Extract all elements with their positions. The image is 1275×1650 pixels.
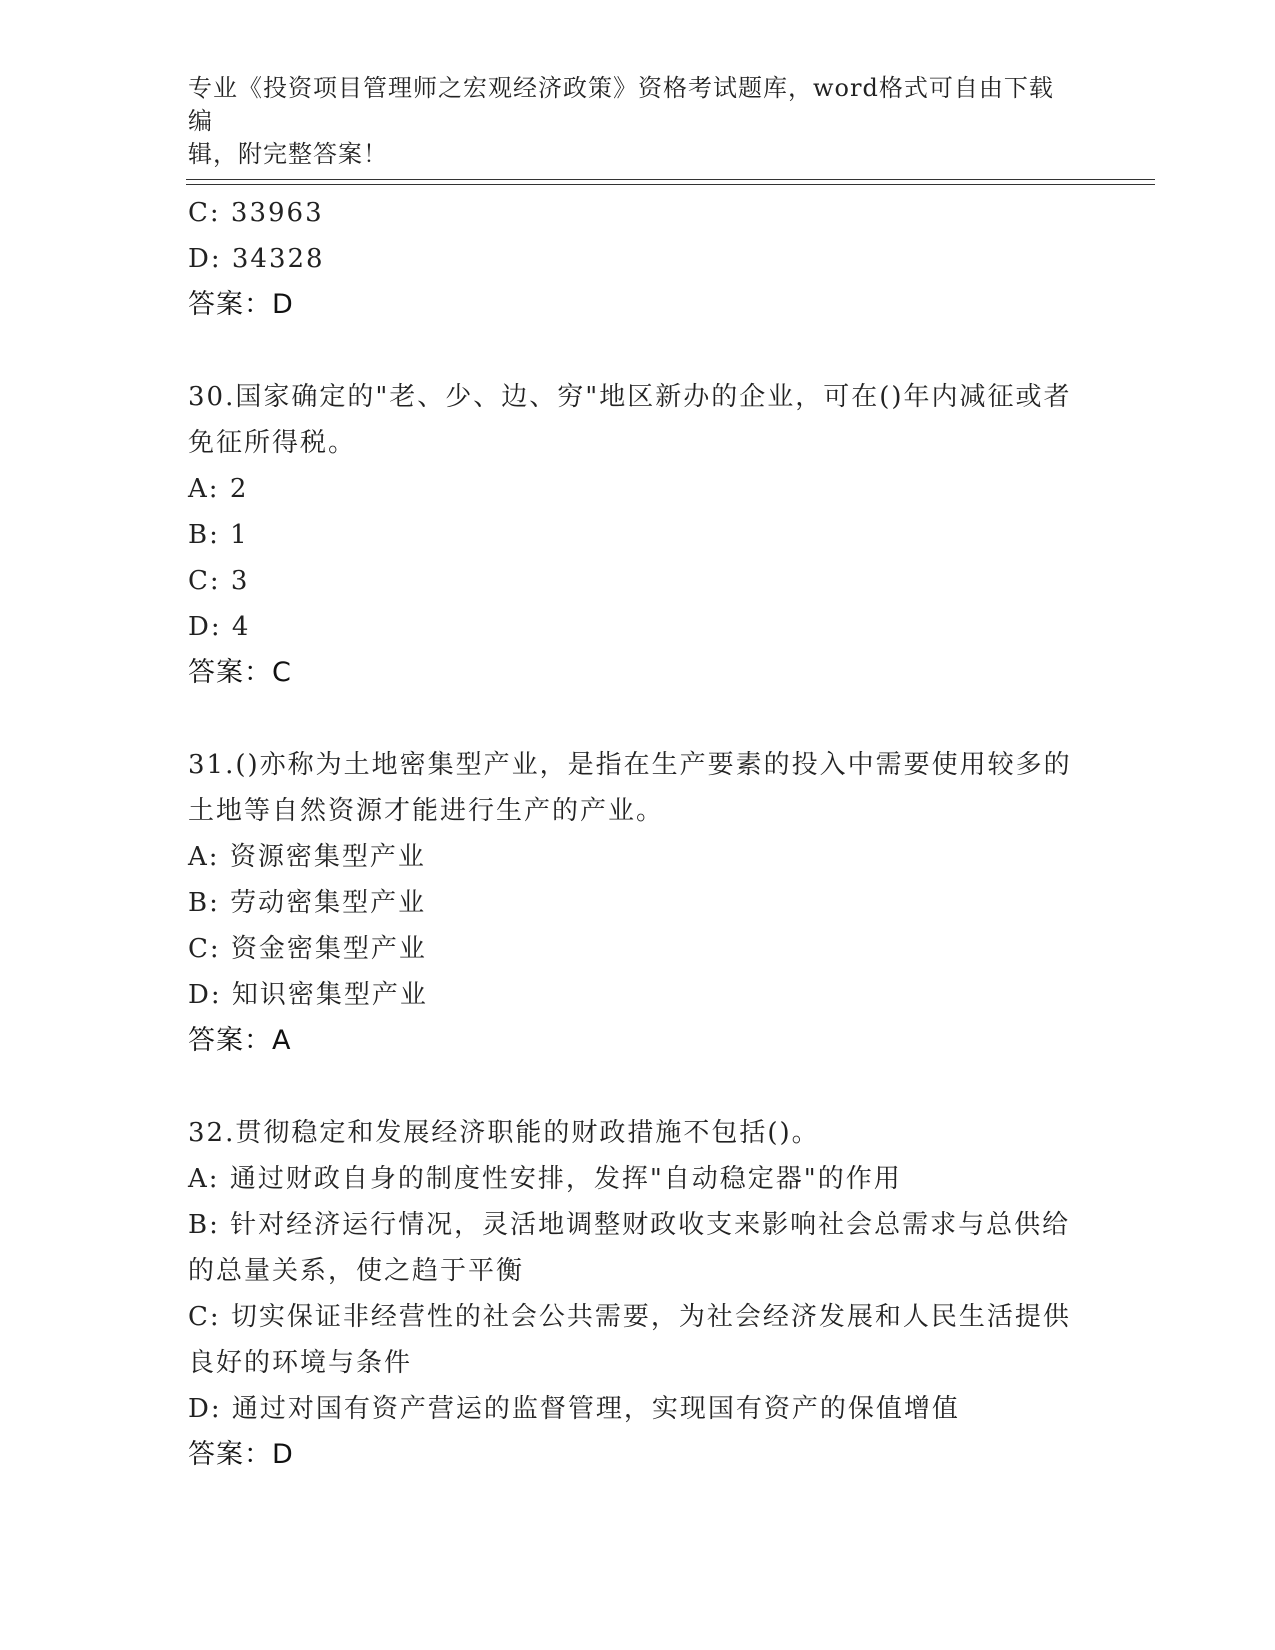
option-text: 1 — [230, 520, 249, 550]
spacer — [188, 1064, 1078, 1110]
header-divider-top — [186, 179, 1155, 180]
question-32 — [188, 1110, 1078, 1478]
option-label: D: — [188, 612, 222, 642]
option-d — [188, 236, 1078, 282]
previous-question-tail — [188, 190, 1078, 328]
document-header — [188, 72, 1068, 171]
spacer — [188, 328, 1078, 374]
option-c — [188, 190, 1078, 236]
option-text: 33963 — [230, 198, 324, 228]
question-30 — [188, 374, 1078, 696]
option-b — [188, 880, 1078, 926]
option-d — [188, 972, 1078, 1018]
option-label: C: — [188, 566, 221, 596]
option-d — [188, 1386, 1078, 1432]
answer-line: 答案：D — [188, 1439, 294, 1470]
option-text: 针对经济运行情况，灵活地调整财政收支来影响社会总需求与总供给的总量关系，使之趋于平衡 — [188, 1210, 1071, 1286]
option-b — [188, 1202, 1078, 1294]
option-text: 3 — [230, 566, 250, 596]
option-text: 34328 — [231, 244, 325, 274]
option-c — [188, 926, 1078, 972]
option-label: A: — [188, 474, 220, 504]
option-d — [188, 604, 1078, 650]
option-text: 知识密集型产业 — [231, 980, 428, 1010]
answer-line: 答案：D — [188, 289, 294, 320]
option-label: D: — [188, 980, 222, 1010]
answer-line: 答案：A — [188, 1025, 292, 1056]
option-text: 资源密集型产业 — [229, 842, 426, 872]
header-divider-bottom — [186, 184, 1155, 185]
option-label: B: — [188, 888, 220, 918]
option-a — [188, 466, 1078, 512]
option-label: B: — [188, 1210, 220, 1240]
option-label: D: — [188, 244, 222, 274]
option-a — [188, 1156, 1078, 1202]
question-31 — [188, 742, 1078, 1064]
header-line-1: 专业《投资项目管理师之宏观经济政策》资格考试题库，word格式可自由下载编 — [188, 74, 1054, 135]
spacer — [188, 696, 1078, 742]
option-label: C: — [188, 934, 221, 964]
question-text: 31.()亦称为土地密集型产业，是指在生产要素的投入中需要使用较多的土地等自然资源才能进行生产的产业。 — [188, 750, 1072, 826]
answer-line: 答案：C — [188, 657, 292, 688]
option-text: 通过对国有资产营运的监督管理，实现国有资产的保值增值 — [231, 1394, 960, 1424]
question-text: 30.国家确定的"老、少、边、穷"地区新办的企业，可在()年内减征或者免征所得税。 — [188, 382, 1072, 458]
option-c — [188, 1294, 1078, 1386]
option-text: 劳动密集型产业 — [230, 888, 427, 918]
option-a — [188, 834, 1078, 880]
option-label: C: — [188, 198, 221, 228]
option-text: 切实保证非经营性的社会公共需要，为社会经济发展和人民生活提供良好的环境与条件 — [188, 1302, 1071, 1378]
question-text: 32.贯彻稳定和发展经济职能的财政措施不包括()。 — [188, 1118, 820, 1148]
option-label: A: — [188, 1164, 220, 1194]
option-text: 4 — [231, 612, 251, 642]
option-text: 2 — [229, 474, 249, 504]
option-label: A: — [188, 842, 220, 872]
option-label: D: — [188, 1394, 222, 1424]
option-label: B: — [188, 520, 220, 550]
option-text: 通过财政自身的制度性安排，发挥"自动稳定器"的作用 — [229, 1164, 902, 1194]
option-c — [188, 558, 1078, 604]
option-b — [188, 512, 1078, 558]
option-label: C: — [188, 1302, 221, 1332]
option-text: 资金密集型产业 — [230, 934, 427, 964]
header-line-2: 辑，附完整答案！ — [188, 140, 388, 168]
question-content — [188, 190, 1078, 1478]
